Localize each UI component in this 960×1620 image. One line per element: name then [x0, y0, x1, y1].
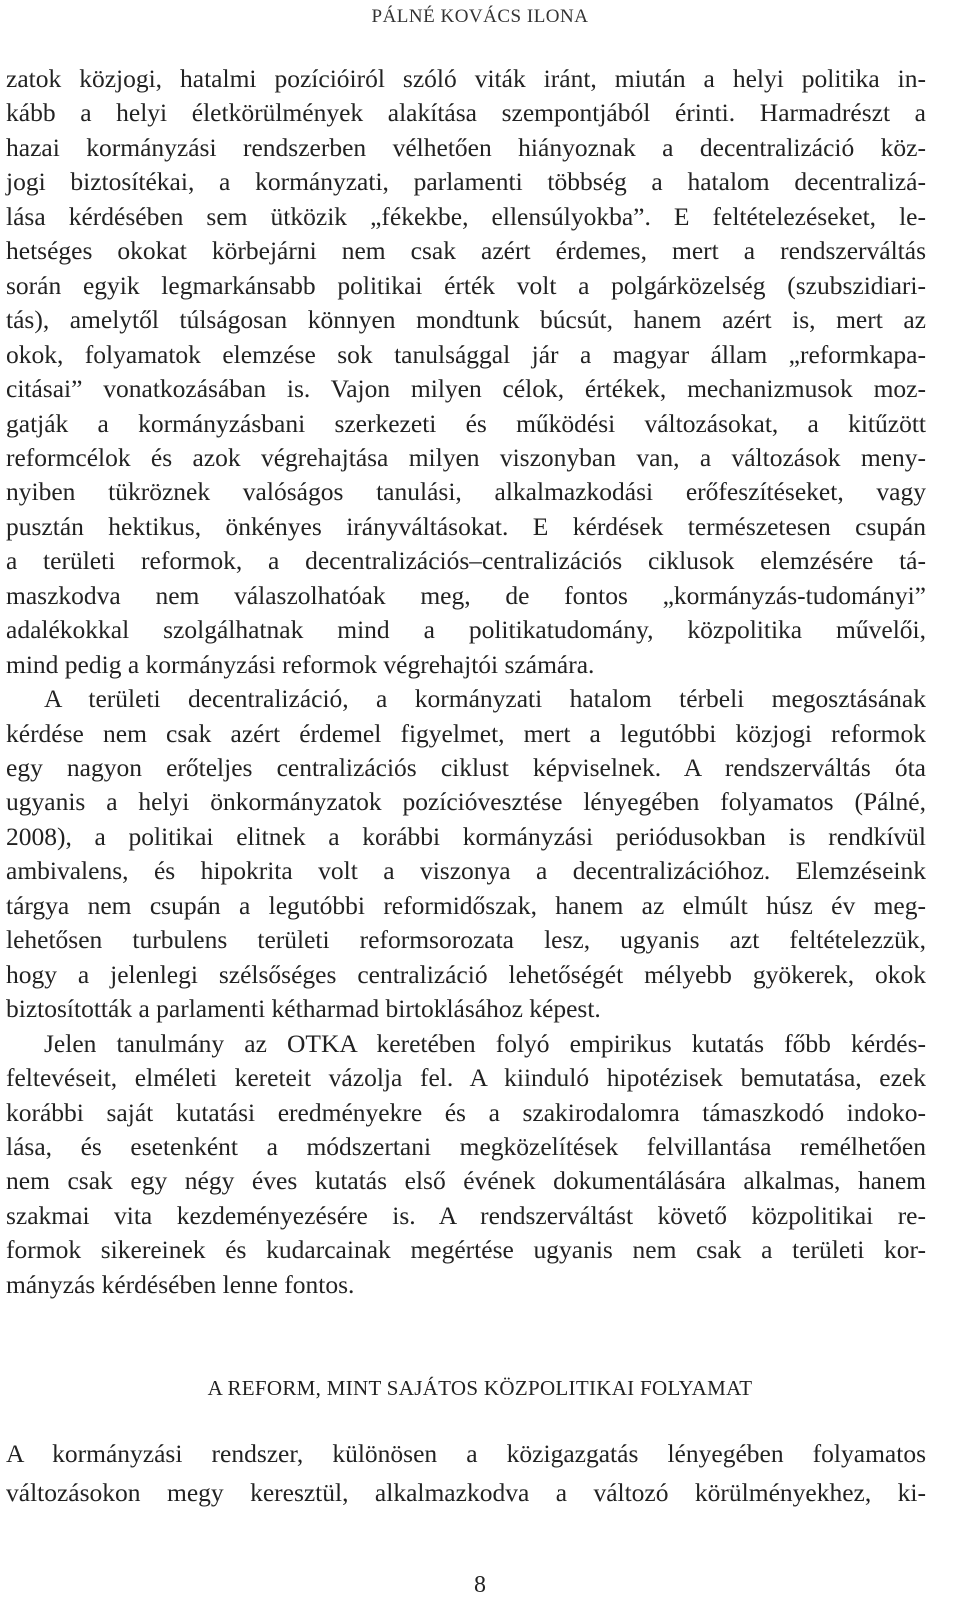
- text-line: kérdése nem csak azért érdemel figyelmet, mert a legutóbbi közjogi reformok: [6, 718, 926, 748]
- text-line: hogy a jelenlegi szélsőséges centralizáció lehetőségét mélyebb gyökerek, okok: [6, 959, 926, 989]
- text-line: adalékokkal szolgálhatnak mind a politikatudomány, közpolitika művelői,: [6, 615, 926, 645]
- text-line: egy nagyon erőteljes centralizációs ciklust képviselnek. A rendszerváltás óta: [6, 753, 926, 782]
- text-line: jogi biztosítékai, a kormányzati, parlamenti többség a hatalom decentralizá-: [6, 167, 926, 197]
- text-line: ambivalens, és hipokrita volt a viszonya a decentralizációhoz. Elemzéseink: [6, 856, 926, 886]
- text-line: lása, és esetenként a módszertani megközelítések felvillantása remélhetően: [6, 1131, 926, 1161]
- text-line: mányzás kérdésében lenne fontos.: [6, 1269, 355, 1299]
- text-line: nyiben tükröznek valóságos tanulási, alkalmazkodási erőfeszítéseket, vagy: [6, 477, 926, 507]
- text-line: zatok közjogi, hatalmi pozícióiról szóló viták iránt, miután a helyi politika in-: [6, 64, 926, 93]
- text-line: A területi decentralizáció, a kormányzati hatalom térbeli megosztásának: [44, 684, 926, 714]
- text-line: pusztán hektikus, önkényes irányváltásokat. E kérdések természetesen csupán: [6, 511, 926, 541]
- text-line: kább a helyi életkörülmények alakítása szempontjából érinti. Harmadrészt a: [6, 98, 926, 128]
- text-line: nem csak egy négy éves kutatás első évének dokumentálására alkalmas, hanem: [6, 1166, 926, 1196]
- text-line: változásokon megy keresztül, alkalmazkodva a változó körülményekhez, ki-: [6, 1478, 926, 1507]
- text-line: mind pedig a kormányzási reformok végrehajtói számára.: [6, 649, 595, 679]
- text-line: biztosították a parlamenti kétharmad birtoklásához képest.: [6, 994, 601, 1024]
- text-line: formok sikereinek és kudarcainak megértése ugyanis nem csak a területi kor-: [6, 1235, 926, 1265]
- text-line: lása kérdésében sem ütközik „fékekbe, ellensúlyokba”. E feltételezéseket, le-: [6, 201, 926, 231]
- text-line: szakmai vita kezdeményezésére is. A rendszerváltást követő közpolitikai re-: [6, 1200, 926, 1230]
- text-line: hazai kormányzási rendszerben vélhetően hiányoznak a decentralizáció köz-: [6, 132, 926, 162]
- text-line: tás), amelytől túlságosan könnyen mondtunk búcsút, hanem azért is, mert az: [6, 305, 926, 335]
- text-line: a területi reformok, a decentralizációs–centralizációs ciklusok elemzésére tá-: [6, 546, 926, 576]
- text-line: reformcélok és azok végrehajtása milyen viszonyban van, a változások meny-: [6, 442, 926, 472]
- section-heading: A REFORM, MINT SAJÁTOS KÖZPOLITIKAI FOLYAMAT: [207, 1376, 753, 1400]
- text-line: citásai” vonatkozásában is. Vajon milyen célok, értékek, mechanizmusok moz-: [6, 374, 926, 404]
- text-line: feltevéseit, elméleti kereteit vázolja fel. A kiinduló hipotézisek bemutatása, ezek: [6, 1063, 926, 1093]
- text-line: korábbi saját kutatási eredményekre és a szakirodalomra támaszkodó indoko-: [6, 1097, 926, 1127]
- page-number: 8: [474, 1572, 486, 1598]
- text-line: A kormányzási rendszer, különösen a közigazgatás lényegében folyamatos: [6, 1439, 926, 1468]
- text-line: maszkodva nem válaszolhatóak meg, de fontos „kormányzás-tudományi”: [6, 580, 926, 610]
- text-line: lehetősen turbulens területi reformsorozata lesz, ugyanis azt feltételezzük,: [6, 925, 926, 955]
- running-head: PÁLNÉ KOVÁCS ILONA: [371, 6, 589, 27]
- text-line: 2008), a politikai elitnek a korábbi kormányzási periódusokban is rendkívül: [6, 821, 926, 851]
- text-line: hetséges okokat körbejárni nem csak azért érdemes, mert a rendszerváltás: [6, 236, 926, 266]
- text-line: tárgya nem csupán a legutóbbi reformidőszak, hanem az elmúlt húsz év meg-: [6, 890, 926, 920]
- text-line: Jelen tanulmány az OTKA keretében folyó empirikus kutatás főbb kérdés-: [44, 1028, 926, 1058]
- text-line: okok, folyamatok elemzése sok tanulsággal jár a magyar állam „reformkapa-: [6, 339, 926, 369]
- text-line: gatják a kormányzásbani szerkezeti és működési változásokat, a kitűzött: [6, 408, 926, 438]
- text-line: ugyanis a helyi önkormányzatok pozícióvesztése lényegében folyamatos (Pálné,: [6, 787, 926, 817]
- text-line: során egyik legmarkánsabb politikai érték volt a polgárközelség (szubszidiari-: [6, 270, 926, 300]
